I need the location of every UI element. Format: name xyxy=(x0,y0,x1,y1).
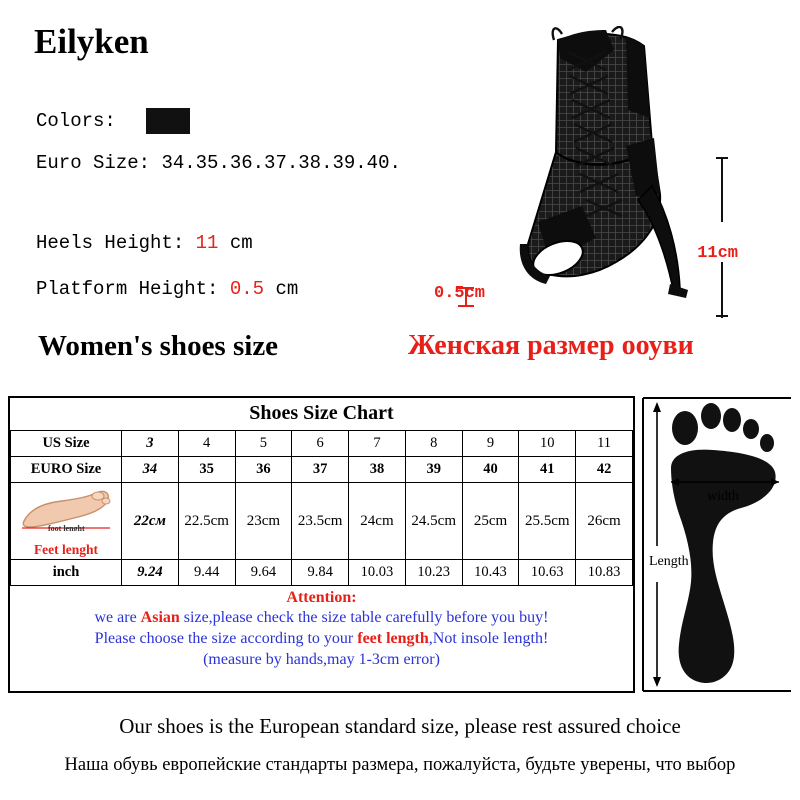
cell-eu-1: 35 xyxy=(178,457,235,483)
euro-size-value: 34.35.36.37.38.39.40. xyxy=(161,152,401,174)
heels-height-label: Heels Height: xyxy=(36,232,185,254)
size-chart-panel xyxy=(8,396,635,693)
row-label-us-size: US Size xyxy=(11,431,122,457)
cell-cm-7: 25.5cm xyxy=(519,483,576,560)
table-row-euro-size xyxy=(11,457,633,483)
cell-in-2: 9.64 xyxy=(235,560,292,586)
attention-line-1a: we are xyxy=(94,609,141,626)
heels-height-unit: cm xyxy=(229,232,253,254)
attention-line-2b: ,Not insole length! xyxy=(428,630,549,647)
cell-cm-5: 24.5cm xyxy=(405,483,462,560)
shoe-illustration xyxy=(430,26,790,318)
headline-english: Women's shoes size xyxy=(38,330,279,362)
platform-height-label: Platform Height: xyxy=(36,278,219,300)
width-label: width xyxy=(707,489,739,504)
svg-text:foot lenght: foot lenght xyxy=(48,524,85,531)
size-chart-table xyxy=(10,430,633,586)
euro-size-label: Euro Size: xyxy=(36,152,151,174)
cell-cm-8: 26cm xyxy=(576,483,633,560)
cell-in-8: 10.83 xyxy=(576,560,633,586)
cell-in-7: 10.63 xyxy=(519,560,576,586)
cell-eu-6: 40 xyxy=(462,457,519,483)
color-swatch-black xyxy=(146,108,190,134)
attention-line-2 xyxy=(10,628,633,649)
feet-length-label: Feet lenght xyxy=(33,542,99,557)
cell-eu-2: 36 xyxy=(235,457,292,483)
shoe-photo xyxy=(430,26,790,318)
cell-in-1: 9.44 xyxy=(178,560,235,586)
cell-eu-7: 41 xyxy=(519,457,576,483)
length-label: Length xyxy=(649,554,689,569)
colors-row xyxy=(36,110,116,132)
platform-height-unit: cm xyxy=(275,278,299,300)
table-row-feet-length xyxy=(11,483,633,560)
heels-height-row xyxy=(36,232,253,254)
cell-eu-8: 42 xyxy=(576,457,633,483)
footprint-diagram xyxy=(641,396,793,693)
footer-russian: Наша обувь европейские стандарты размера, пожалуйста, будьте уверены, что выбор xyxy=(64,755,736,775)
cell-in-4: 10.03 xyxy=(349,560,406,586)
cell-eu-3: 37 xyxy=(292,457,349,483)
colors-label: Colors: xyxy=(36,110,116,132)
size-chart-title: Shoes Size Chart xyxy=(249,402,394,424)
cell-us-3: 6 xyxy=(292,431,349,457)
cell-in-0: 9.24 xyxy=(122,560,179,586)
cell-cm-2: 23cm xyxy=(235,483,292,560)
heels-height-value: 11 xyxy=(195,232,219,254)
foot-icon xyxy=(18,487,114,536)
cell-in-5: 10.23 xyxy=(405,560,462,586)
brand-title: Eilyken xyxy=(34,22,149,61)
attention-line-1 xyxy=(10,607,633,628)
attention-line-2-highlight: feet length xyxy=(357,630,429,647)
cell-eu-5: 39 xyxy=(405,457,462,483)
row-label-inch: inch xyxy=(11,560,122,586)
platform-height-value: 0.5 xyxy=(229,278,265,300)
attention-line-1-highlight: Asian xyxy=(140,609,180,626)
cell-us-7: 10 xyxy=(519,431,576,457)
footer-english: Our shoes is the European standard size, please rest assured choice xyxy=(119,714,681,738)
cell-us-6: 9 xyxy=(462,431,519,457)
cell-cm-6: 25cm xyxy=(462,483,519,560)
cell-in-6: 10.43 xyxy=(462,560,519,586)
cell-us-1: 4 xyxy=(178,431,235,457)
cell-in-3: 9.84 xyxy=(292,560,349,586)
headline-russian: Женская размер ооуви xyxy=(408,330,694,361)
attention-title: Attention: xyxy=(286,589,357,606)
platform-measure-label: 0.5cm xyxy=(434,284,486,303)
cell-us-2: 5 xyxy=(235,431,292,457)
cell-cm-1: 22.5cm xyxy=(178,483,235,560)
heel-measure-label: 11cm xyxy=(697,244,738,263)
footprint-icon xyxy=(641,396,793,693)
cell-us-4: 7 xyxy=(349,431,406,457)
cell-us-5: 8 xyxy=(405,431,462,457)
cell-cm-0: 22cм xyxy=(122,483,179,560)
euro-size-row xyxy=(36,152,401,174)
cell-cm-3: 23.5cm xyxy=(292,483,349,560)
row-label-feet-length xyxy=(11,483,122,560)
table-row-inch xyxy=(11,560,633,586)
table-row-us-size xyxy=(11,431,633,457)
attention-line-1b: size,please check the size table carefully before you buy! xyxy=(179,609,549,626)
cell-eu-4: 38 xyxy=(349,457,406,483)
attention-note xyxy=(10,607,633,670)
cell-cm-4: 24cm xyxy=(349,483,406,560)
cell-eu-0: 34 xyxy=(122,457,179,483)
attention-line-3: (measure by hands,may 1-3cm error) xyxy=(203,651,440,668)
platform-height-row xyxy=(36,278,298,300)
attention-line-2a: Please choose the size according to your xyxy=(94,630,358,647)
cell-us-0: 3 xyxy=(122,431,179,457)
row-label-euro-size: EURO Size xyxy=(11,457,122,483)
cell-us-8: 11 xyxy=(576,431,633,457)
